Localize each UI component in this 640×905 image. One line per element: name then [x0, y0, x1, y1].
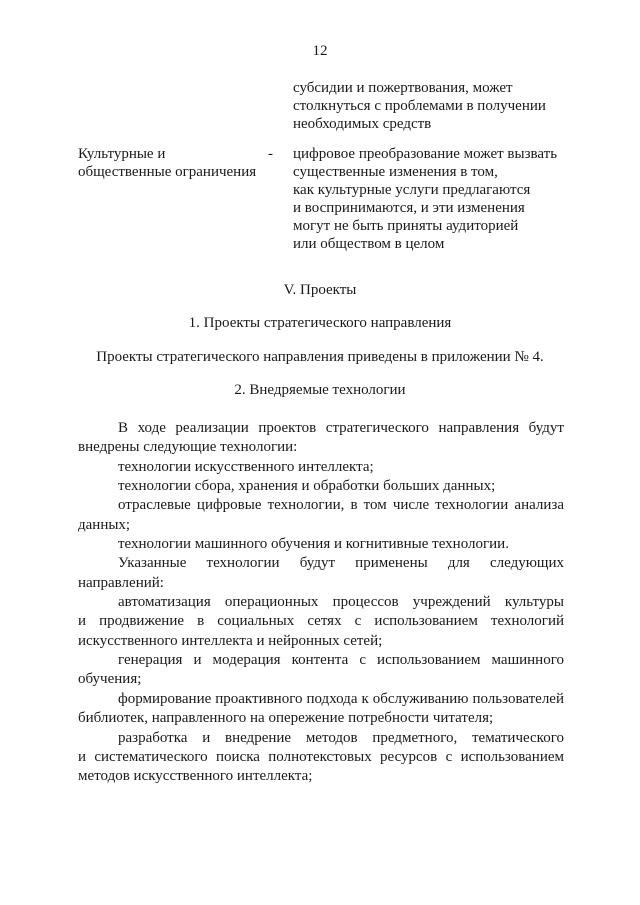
- list-item-continuation: обучения;: [78, 671, 142, 688]
- list-item-continuation: искусственного интеллекта и нейронных сетей;: [78, 632, 383, 649]
- body-text: [78, 419, 564, 787]
- list-item: технологии искусственного интеллекта;: [118, 458, 374, 475]
- list-item: технологии машинного обучения и когнитивные технологии.: [118, 536, 509, 553]
- list-item: формирование проактивного подхода к обслуживанию пользователей: [118, 690, 564, 707]
- table-label-line: Культурные и: [78, 146, 166, 162]
- list-item: генерация и модерация контента с использованием машинного: [118, 652, 564, 669]
- subsection2-title: 2. Внедряемые технологии: [234, 382, 406, 398]
- list-item: технологии сбора, хранения и обработки больших данных;: [118, 478, 496, 495]
- table-dash: -: [268, 146, 273, 162]
- list-item-continuation: библиотек, направленного на опережение потребности читателя;: [78, 710, 494, 727]
- page-number: 12: [312, 43, 328, 59]
- subsection1-title: 1. Проекты стратегического направления: [188, 315, 452, 331]
- table-text-line: или обществом в целом: [293, 236, 445, 252]
- table-text-line: могут не быть приняты аудиторией: [293, 218, 519, 234]
- table-text-line: существенные изменения в том,: [293, 164, 498, 180]
- list-item-continuation: и продвижение в социальных сетях с использованием технологий: [78, 613, 564, 630]
- table-row-continuation: [78, 79, 564, 135]
- paragraph-line: Указанные технологии будут применены для следующих: [118, 555, 564, 572]
- list-item-continuation: методов искусственного интеллекта;: [78, 768, 313, 785]
- table-label-line: общественные ограничения: [78, 164, 257, 180]
- table-cell-continuation: [293, 79, 568, 133]
- table-cell-label: [78, 145, 268, 181]
- table-text-line: и воспринимаются, и эти изменения: [293, 200, 525, 216]
- table-cell-text: [293, 145, 568, 253]
- list-item: отраслевые цифровые технологии, в том числе технологии анализа: [118, 497, 564, 514]
- table-text-line: необходимых средств: [293, 116, 432, 132]
- paragraph-line: направлений:: [78, 574, 164, 591]
- list-item: разработка и внедрение методов предметного, тематического: [118, 729, 564, 746]
- table-text-line: столкнуться с проблемами в получении: [293, 98, 546, 114]
- subsection1-text: Проекты стратегического направления приведены в приложении № 4.: [96, 349, 544, 365]
- list-item: автоматизация операционных процессов учреждений культуры: [118, 594, 564, 611]
- paragraph-line: В ходе реализации проектов стратегического направления будут: [118, 420, 564, 436]
- list-item-continuation: данных;: [78, 516, 131, 533]
- table-text-line: как культурные услуги предлагаются: [293, 182, 531, 198]
- table-row-cultural-constraints: [78, 145, 564, 255]
- table-text-line: цифровое преобразование может вызвать: [293, 146, 558, 162]
- section-title: V. Проекты: [283, 282, 357, 298]
- table-text-line: субсидии и пожертвования, может: [293, 80, 513, 96]
- paragraph-line: внедрены следующие технологии:: [78, 439, 298, 456]
- list-item-continuation: и систематического поиска полнотекстовых ресурсов с использованием: [78, 748, 564, 765]
